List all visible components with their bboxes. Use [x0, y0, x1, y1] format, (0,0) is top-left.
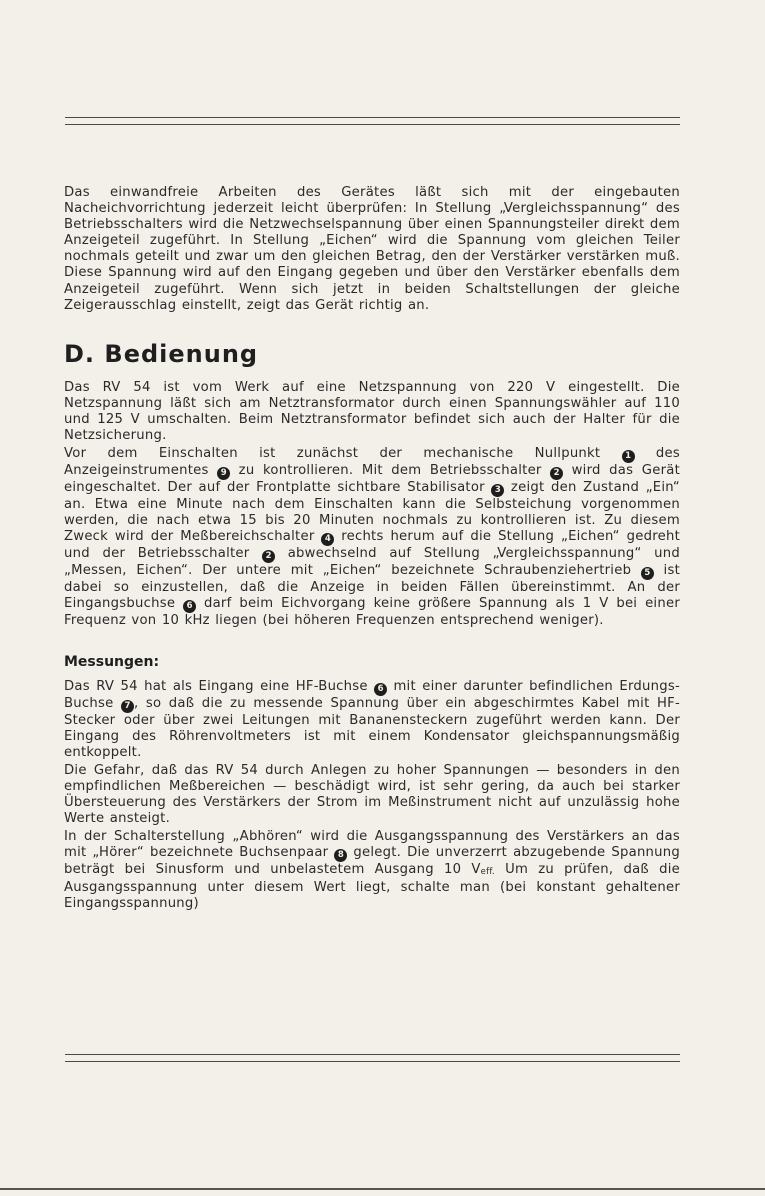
callout-badge: 5: [641, 567, 654, 580]
messungen-paragraph-3: In der Schalterstellung „Abhören“ wird die Ausgangsspannung des Verstärkers an das mit „Hörer“ bezeichnete Buchsenpaar 8 gelegt. Die unverzerrt abzugebende Spannung beträgt bei Sinusform und unbelastetem Ausgang 10 Veff. Um zu prüfen, daß die Ausgangsspannung unter diesem Wert liegt, schalte man (bei konstant gehaltener Eingangsspannung): [64, 829, 680, 912]
callout-badge: 7: [121, 700, 134, 713]
page-content: [64, 185, 680, 913]
bedienung-paragraph-1: Das RV 54 ist vom Werk auf eine Netzspannung von 220 V eingestellt. Die Netzspannung läßt sich am Netztransformator durch einen Spannungswähler auf 110 und 125 V umschalten. Beim Netztransformator befindet sich auch der Halter für die Netzsicherung.: [64, 379, 680, 444]
section-heading-bedienung: D. Bedienung: [64, 339, 259, 368]
callout-badge: 2: [550, 467, 563, 480]
bottom-double-rule: [65, 1054, 680, 1068]
callout-badge: 9: [217, 467, 230, 480]
page-edge-line: [0, 1188, 765, 1190]
callout-badge: 1: [622, 450, 635, 463]
callout-badge: 3: [491, 484, 504, 497]
callout-badge: 8: [334, 849, 347, 862]
messungen-paragraph-1: Das RV 54 hat als Eingang eine HF-Buchse 6 mit einer darunter befindlichen Erdungs-Buchse 7 , so daß die zu messende Spannung über ein abgeschirmtes Kabel mit HF-Stecker oder über zwei Leitungen mit Bananensteckern zugeführt werden kann. Der Eingang des Röhrenvoltmeters ist mit einem Kondensator gleichspannungsmäßig entkoppelt.: [64, 678, 680, 760]
messungen-paragraph-2: Die Gefahr, daß das RV 54 durch Anlegen zu hoher Spannungen — besonders in den empfindlichen Meßbereichen — beschädigt wird, ist sehr gering, da auch bei starker Übersteuerung des Verstärkers der Strom im Meßinstrument nicht auf unzulässig hohe Werte ansteigt.: [64, 762, 680, 827]
subscript-eff: eff.: [480, 867, 495, 878]
callout-badge: 6: [374, 683, 387, 696]
subheading-messungen: Messungen:: [64, 653, 160, 670]
intro-paragraph: Das einwandfreie Arbeiten des Gerätes läßt sich mit der eingebauten Nacheichvorrichtung jederzeit leicht überprüfen: In Stellung „Vergleichsspannung“ des Betriebsschalters wird die Netzwechselspannung über einen Spannungsteiler direkt dem Anzeigeteil zugeführt. In Stellung „Eichen“ wird die Spannung vom gleichen Teiler nochmals geteilt und zwar um den gleichen Betrag, den der Verstärker verstärken muß. Diese Spannung wird auf den Eingang gegeben und über den Verstärker ebenfalls dem Anzeigeteil zugeführt. Wenn sich jetzt in beiden Schaltstellungen der gleiche Zeigerausschlag einstellt, zeigt das Gerät richtig an.: [64, 185, 680, 313]
callout-badge: 4: [321, 533, 334, 546]
bedienung-paragraph-2: Vor dem Einschalten ist zunächst der mechanische Nullpunkt 1 des Anzeigeinstrumentes 9 zu kontrollieren. Mit dem Betriebsschalter 2 wird das Gerät eingeschaltet. Der auf der Frontplatte sichtbare Stabilisator 3 zeigt den Zustand „Ein“ an. Etwa eine Minute nach dem Einschalten kann die Selbsteichung vorgenommen werden, die nach etwa 15 bis 20 Minuten nochmals zu kontrollieren ist. Zu diesem Zweck wird der Meßbereichschalter 4 rechts herum auf die Stellung „Eichen“ gedreht und der Betriebsschalter 2 abwechselnd auf Stellung „Vergleichsspannung“ und „Messen, Eichen“. Der untere mit „Eichen“ bezeichnete Schraubenziehertrieb 5 ist dabei so einzustellen, daß die Anzeige in beiden Fällen übereinstimmt. An der Eingangsbuchse 6 darf beim Eichvorgang keine größere Spannung als 1 V bei einer Frequenz von 10 kHz liegen (bei höheren Frequenzen entsprechend weniger).: [64, 446, 681, 629]
top-double-rule: [65, 117, 680, 131]
callout-badge: 6: [183, 600, 196, 613]
callout-badge: 2: [262, 550, 275, 563]
